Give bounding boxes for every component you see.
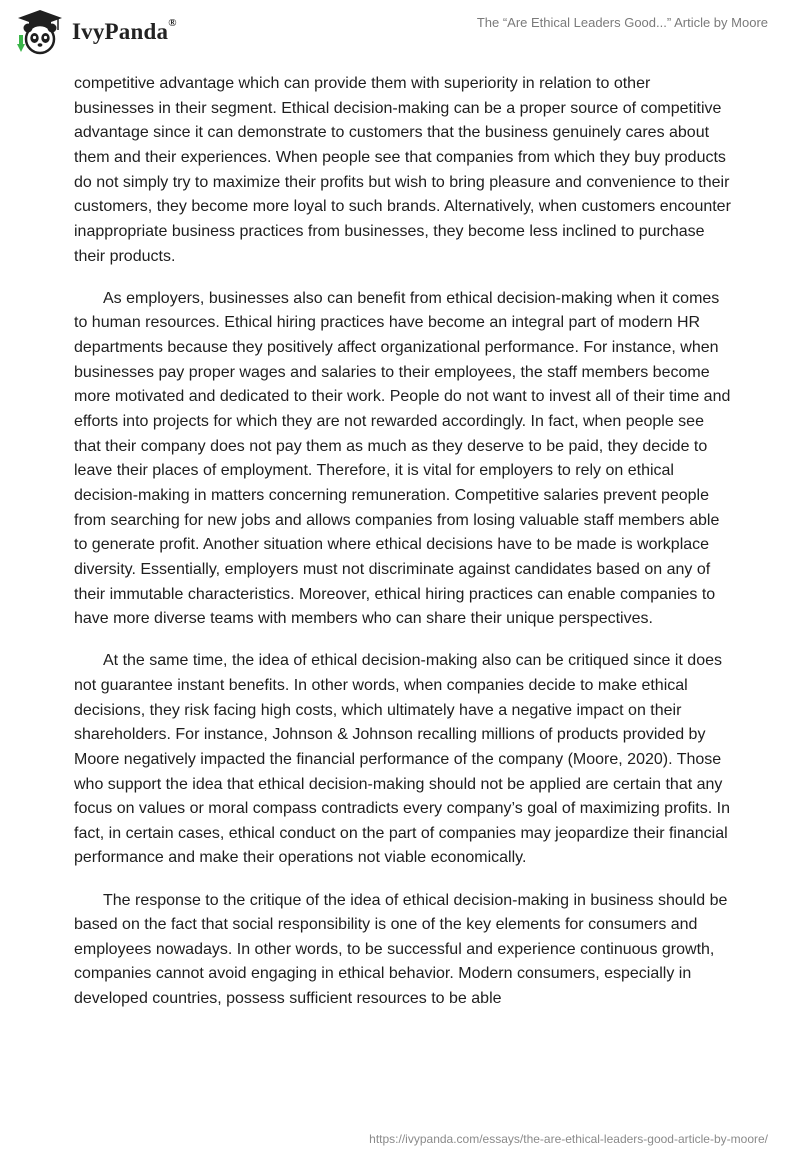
paragraph: The response to the critique of the idea of ethical decision-making in business should be based on the fact that social responsibility is one of the key elements for consumers and employees nowadays. In other words, to be successful and experience continuous growth, companies cannot avoid engaging in ethical behavior. Modern consumers, especially in developed countries, possess sufficient resources to be able [74, 891, 728, 1008]
panda-graduate-icon [14, 8, 66, 56]
source-url[interactable]: https://ivypanda.com/essays/the-are-ethical-leaders-good-article-by-moore/ [369, 1132, 768, 1146]
logo[interactable] [14, 6, 177, 58]
paragraph: competitive advantage which can provide them with superiority in relation to other businesses in their segment. Ethical decision-making can be a proper source of competitive advantage since it can demonstrate to customers that the business genuinely cares about them and their experiences. When people see that companies from which they buy products do not simply try to maximize their profits but wish to bring pleasure and convenience to their customers, they become more loyal to such brands. Alternatively, when customers encounter inappropriate business practices from businesses, they become less inclined to purchase their products. [74, 75, 731, 265]
document-title: The “Are Ethical Leaders Good...” Article by Moore [476, 15, 768, 30]
brand-name: IvyPanda® [72, 17, 177, 44]
page-header [0, 0, 800, 70]
paragraph: As employers, businesses also can benefit from ethical decision-making when it comes to human resources. Ethical hiring practices have become an integral part of modern HR departments because they positively affect organizational performance. For instance, when businesses pay proper wages and salaries to their employees, the staff members become more motivated and dedicated to their work. People do not want to invest all of their time and efforts into projects for which they are not rewarded accordingly. In fact, when people see that their company does not pay them as much as they deserve to be paid, they decide to leave their places of employment. Therefore, it is vital for employers to rely on ethical decision-making in matters concerning remuneration. Competitive salaries prevent people from searching for new jobs and allows companies from losing valuable staff members able to generate profit. Another situation where ethical decisions have to be made is workplace diversity. Essentially, employers must not discriminate against candidates based on any of their immutable characteristics. Moreover, ethical hiring practices can enable companies to have more diverse teams with members who can share their unique perspectives. [74, 289, 731, 628]
essay-body [74, 72, 734, 1029]
paragraph: At the same time, the idea of ethical decision-making also can be critiqued since it does not guarantee instant benefits. In other words, when companies decide to make ethical decisions, they risk facing high costs, which ultimately have a negative impact on their shareholders. For instance, Johnson & Johnson recalling millions of products provided by Moore negatively impacted the financial performance of the company (Moore, 2020). Those who support the idea that ethical decision-making should not be applied are certain that any focus on values or moral compass contradicts every company’s goal of maximizing profits. In fact, in certain cases, ethical conduct on the part of companies may jeopardize their financial performance and make their operations not viable economically. [74, 652, 730, 867]
